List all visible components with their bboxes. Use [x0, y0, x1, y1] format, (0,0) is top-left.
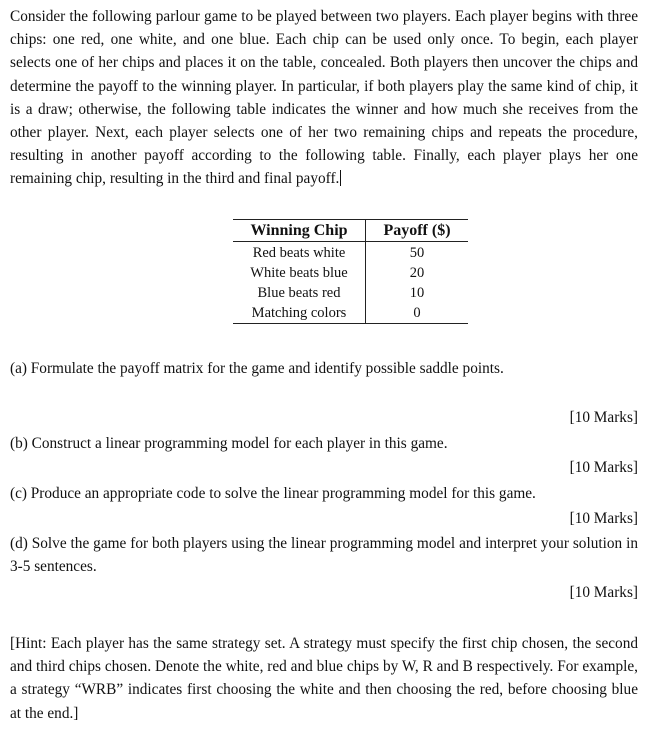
header-winning-chip: Winning Chip	[233, 220, 366, 242]
problem-statement	[10, 5, 638, 191]
question-b: (b) Construct a linear programming model for each player in this game.	[10, 435, 448, 452]
problem-statement-text: Consider the following parlour game to be played between two players. Each player begins with three chips: one red, one white, and one blue. Each chip can be used only once. To begin, each player selects one of her chips and places it on the table, concealed. Both players then uncover the chips and determine the payoff to the winning player. In particular, if both players play the same kind of chip, it is a draw; otherwise, the following table indicates the winner and how much she receives from the other player. Next, each player selects one of her two remaining chips and repeats the procedure, resulting in another payoff according to the following table. Finally, each player plays her one remaining chip, resulting in the third and final payoff.	[10, 8, 638, 188]
table-row	[233, 283, 468, 303]
question-a-marks: [10 Marks]	[569, 409, 638, 426]
question-b-marks: [10 Marks]	[569, 459, 638, 476]
payoff-cell: 20	[409, 265, 425, 281]
payoff-cell: 50	[409, 245, 425, 261]
question-d-marks: [10 Marks]	[569, 584, 638, 601]
chip-cell: Blue beats red	[233, 283, 366, 303]
question-d: (d) Solve the game for both players using the linear programming model and interpret your solution in 3-5 sentences.	[10, 535, 638, 576]
payoff-table	[233, 219, 468, 324]
chip-cell: White beats blue	[233, 263, 366, 283]
header-payoff: Payoff ($)	[366, 220, 469, 242]
question-c: (c) Produce an appropriate code to solve the linear programming model for this game.	[10, 485, 536, 502]
table-header-row	[233, 220, 468, 242]
question-c-marks: [10 Marks]	[569, 510, 638, 527]
question-a: (a) Formulate the payoff matrix for the game and identify possible saddle points.	[10, 360, 504, 377]
chip-cell: Matching colors	[233, 303, 366, 324]
table-row	[233, 303, 468, 324]
payoff-cell: 0	[366, 303, 469, 324]
table-row	[233, 242, 468, 264]
table-row	[233, 263, 468, 283]
text-cursor	[340, 170, 341, 186]
payoff-cell: 10	[409, 285, 425, 301]
chip-cell: Red beats white	[233, 242, 366, 264]
hint-paragraph: [Hint: Each player has the same strategy set. A strategy must specify the first chip chosen, the second and third chips chosen. Denote the white, red and blue chips by W, R and B respectively. For example, a strategy “WRB” indicates first choosing the white and then choosing the red, before choosing blue at the end.]	[10, 635, 638, 722]
